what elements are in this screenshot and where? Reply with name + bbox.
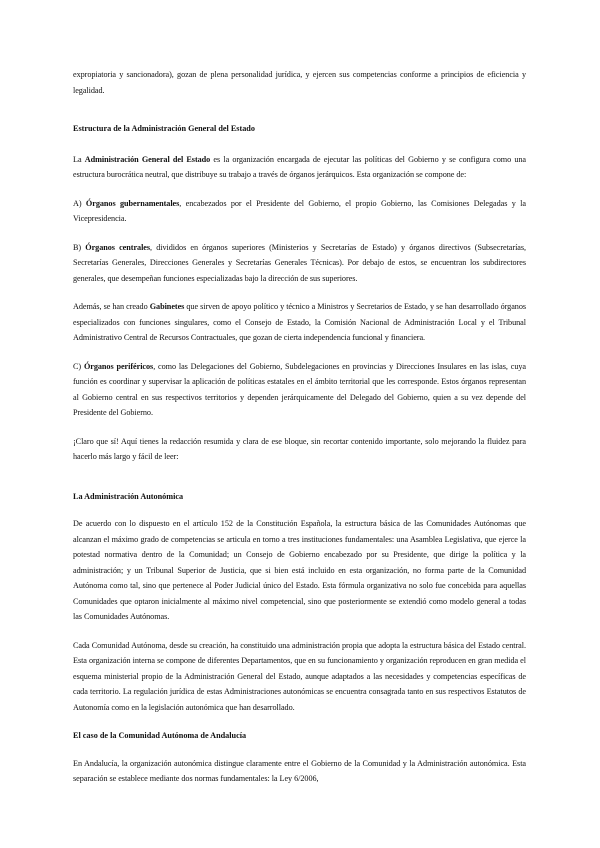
heading-administracion-autonomica: La Administración Autonómica [73,491,184,501]
paragraph-gabinetes [73,299,526,346]
paragraph-organos-perifericos [73,359,526,421]
paragraph-per-term: Órganos periféricos [83,361,154,371]
paragraph-organos-gubernamentales [73,196,526,227]
paragraph-age-body: es la organización encargada de ejecutar las políticas del Gobierno y se configura como una estructura burocrática neutral, que distribuye su trabajo a través de órganos jerárquicos. Esta organización se compone de: [73,154,526,179]
paragraph-note: ¡Claro que sí! Aquí tienes la redacción resumida y clara de ese bloque, sin recortar contenido importante, solo mejorando la fluidez para hacerlo más largo y fácil de leer: [73,436,526,461]
paragraph-cen-term: Órganos centrales [85,242,151,252]
paragraph-age [73,152,526,183]
paragraph-cen-lead: B) [73,242,86,252]
paragraph-comunidad-autonoma: Cada Comunidad Autónoma, desde su creación, ha constituido una administración propia que adopta la estructura básica del Estado central. Esta organización interna se compone de diferentes Departamentos, que en su funcionamiento y organización reproducen en gran medida el esquema ministerial propio de la Administración General del Estado, aunque adaptados a las necesidades y competencias específicas de cada territorio. La regulación jurídica de estas Administraciones autonómicas se encuentra consagrada tanto en sus respectivos Estatutos de Autonomía como en la legislación autonómica que han desarrollado. [73,640,526,712]
paragraph-per-lead: C) [73,361,84,371]
paragraph-andalucia: En Andalucía, la organización autonómica distingue claramente entre el Gobierno de la Comunidad y la Administración autonómica. Esta separación se establece mediante dos normas fundamentales: la Ley 6/2006, [73,758,526,783]
paragraph-gub-body: , encabezados por el Presidente del Gobierno, el propio Gobierno, las Comisiones Delegadas y la Vicepresidencia. [73,198,526,223]
paragraph-cen-body: , divididos en órganos superiores (Ministerios y Secretarías de Estado) y órganos directivos (Subsecretarías, Secretarías Generales, Direcciones Generales y Secretarías Generales Técnicas). Por debajo de estos, se encuentran los subdirectores generales, que desempeñan funciones especializadas bajo la dirección de sus superiores. [73,242,527,283]
paragraph-gub-term: Órganos gubernamentales [85,198,180,208]
paragraph-gab-lead: Además, se han creado [73,302,150,311]
paragraph-age-lead: La [73,154,85,164]
paragraph-articulo-152: De acuerdo con lo dispuesto en el artículo 152 de la Constitución Española, la estructura básica de las Comunidades Autónomas que alcanzan el máximo grado de competencias se articula en torno a tres instituciones fundamentales: una Asamblea Legislativa, que ejerce la potestad normativa dentro de la Comunidad; un Consejo de Gobierno encabezado por su Presidente, que dirige la política y la administración; y un Tribunal Superior de Justicia, que si bien está incluido en esta organización, no forma parte de la Comunidad Autónoma como tal, sino que pertenece al Poder Judicial único del Estado. Esta fórmula organizativa no solo fue concebida para aquellas Comunidades que optaron inicialmente al máximo nivel competencial, sino que posteriormente se extendió como modelo general a todas las Comunidades Autónomas. [73,519,526,621]
paragraph-gub-lead: A) [73,198,86,208]
paragraph-organos-centrales [73,240,526,287]
paragraph-age-term: Administración General del Estado [84,154,211,164]
paragraph-gab-body: que sirven de apoyo político y técnico a Ministros y Secretarios de Estado, y se han desarrollado órganos especializados con funciones singulares, como el Consejo de Estado, la Comisión Nacional de Administración Local y el Tribunal Administrativo Central de Recursos Contractuales, que gozan de cierta independencia funcional y financiera. [73,302,526,342]
heading-estructura-age: Estructura de la Administración General del Estado [73,124,255,133]
paragraph-gab-term: Gabinetes [149,302,185,311]
paragraph-per-body: , como las Delegaciones del Gobierno, Subdelegaciones en provincias y Direcciones Insulares en las islas, cuya función es coordinar y supervisar la aplicación de políticas estatales en el ámbito territorial que les corresponde. Estos órganos representan al Gobierno central en sus respectivos territorios y dependen jerárquicamente del Delegado del Gobierno, quien a su vez depende del Presidente del Gobierno. [73,361,526,417]
paragraph-intro: expropiatoria y sancionadora), gozan de plena personalidad jurídica, y ejercen sus competencias conforme a principios de eficiencia y legalidad. [73,70,526,95]
heading-andalucia: El caso de la Comunidad Autónoma de Andalucía [73,731,247,740]
